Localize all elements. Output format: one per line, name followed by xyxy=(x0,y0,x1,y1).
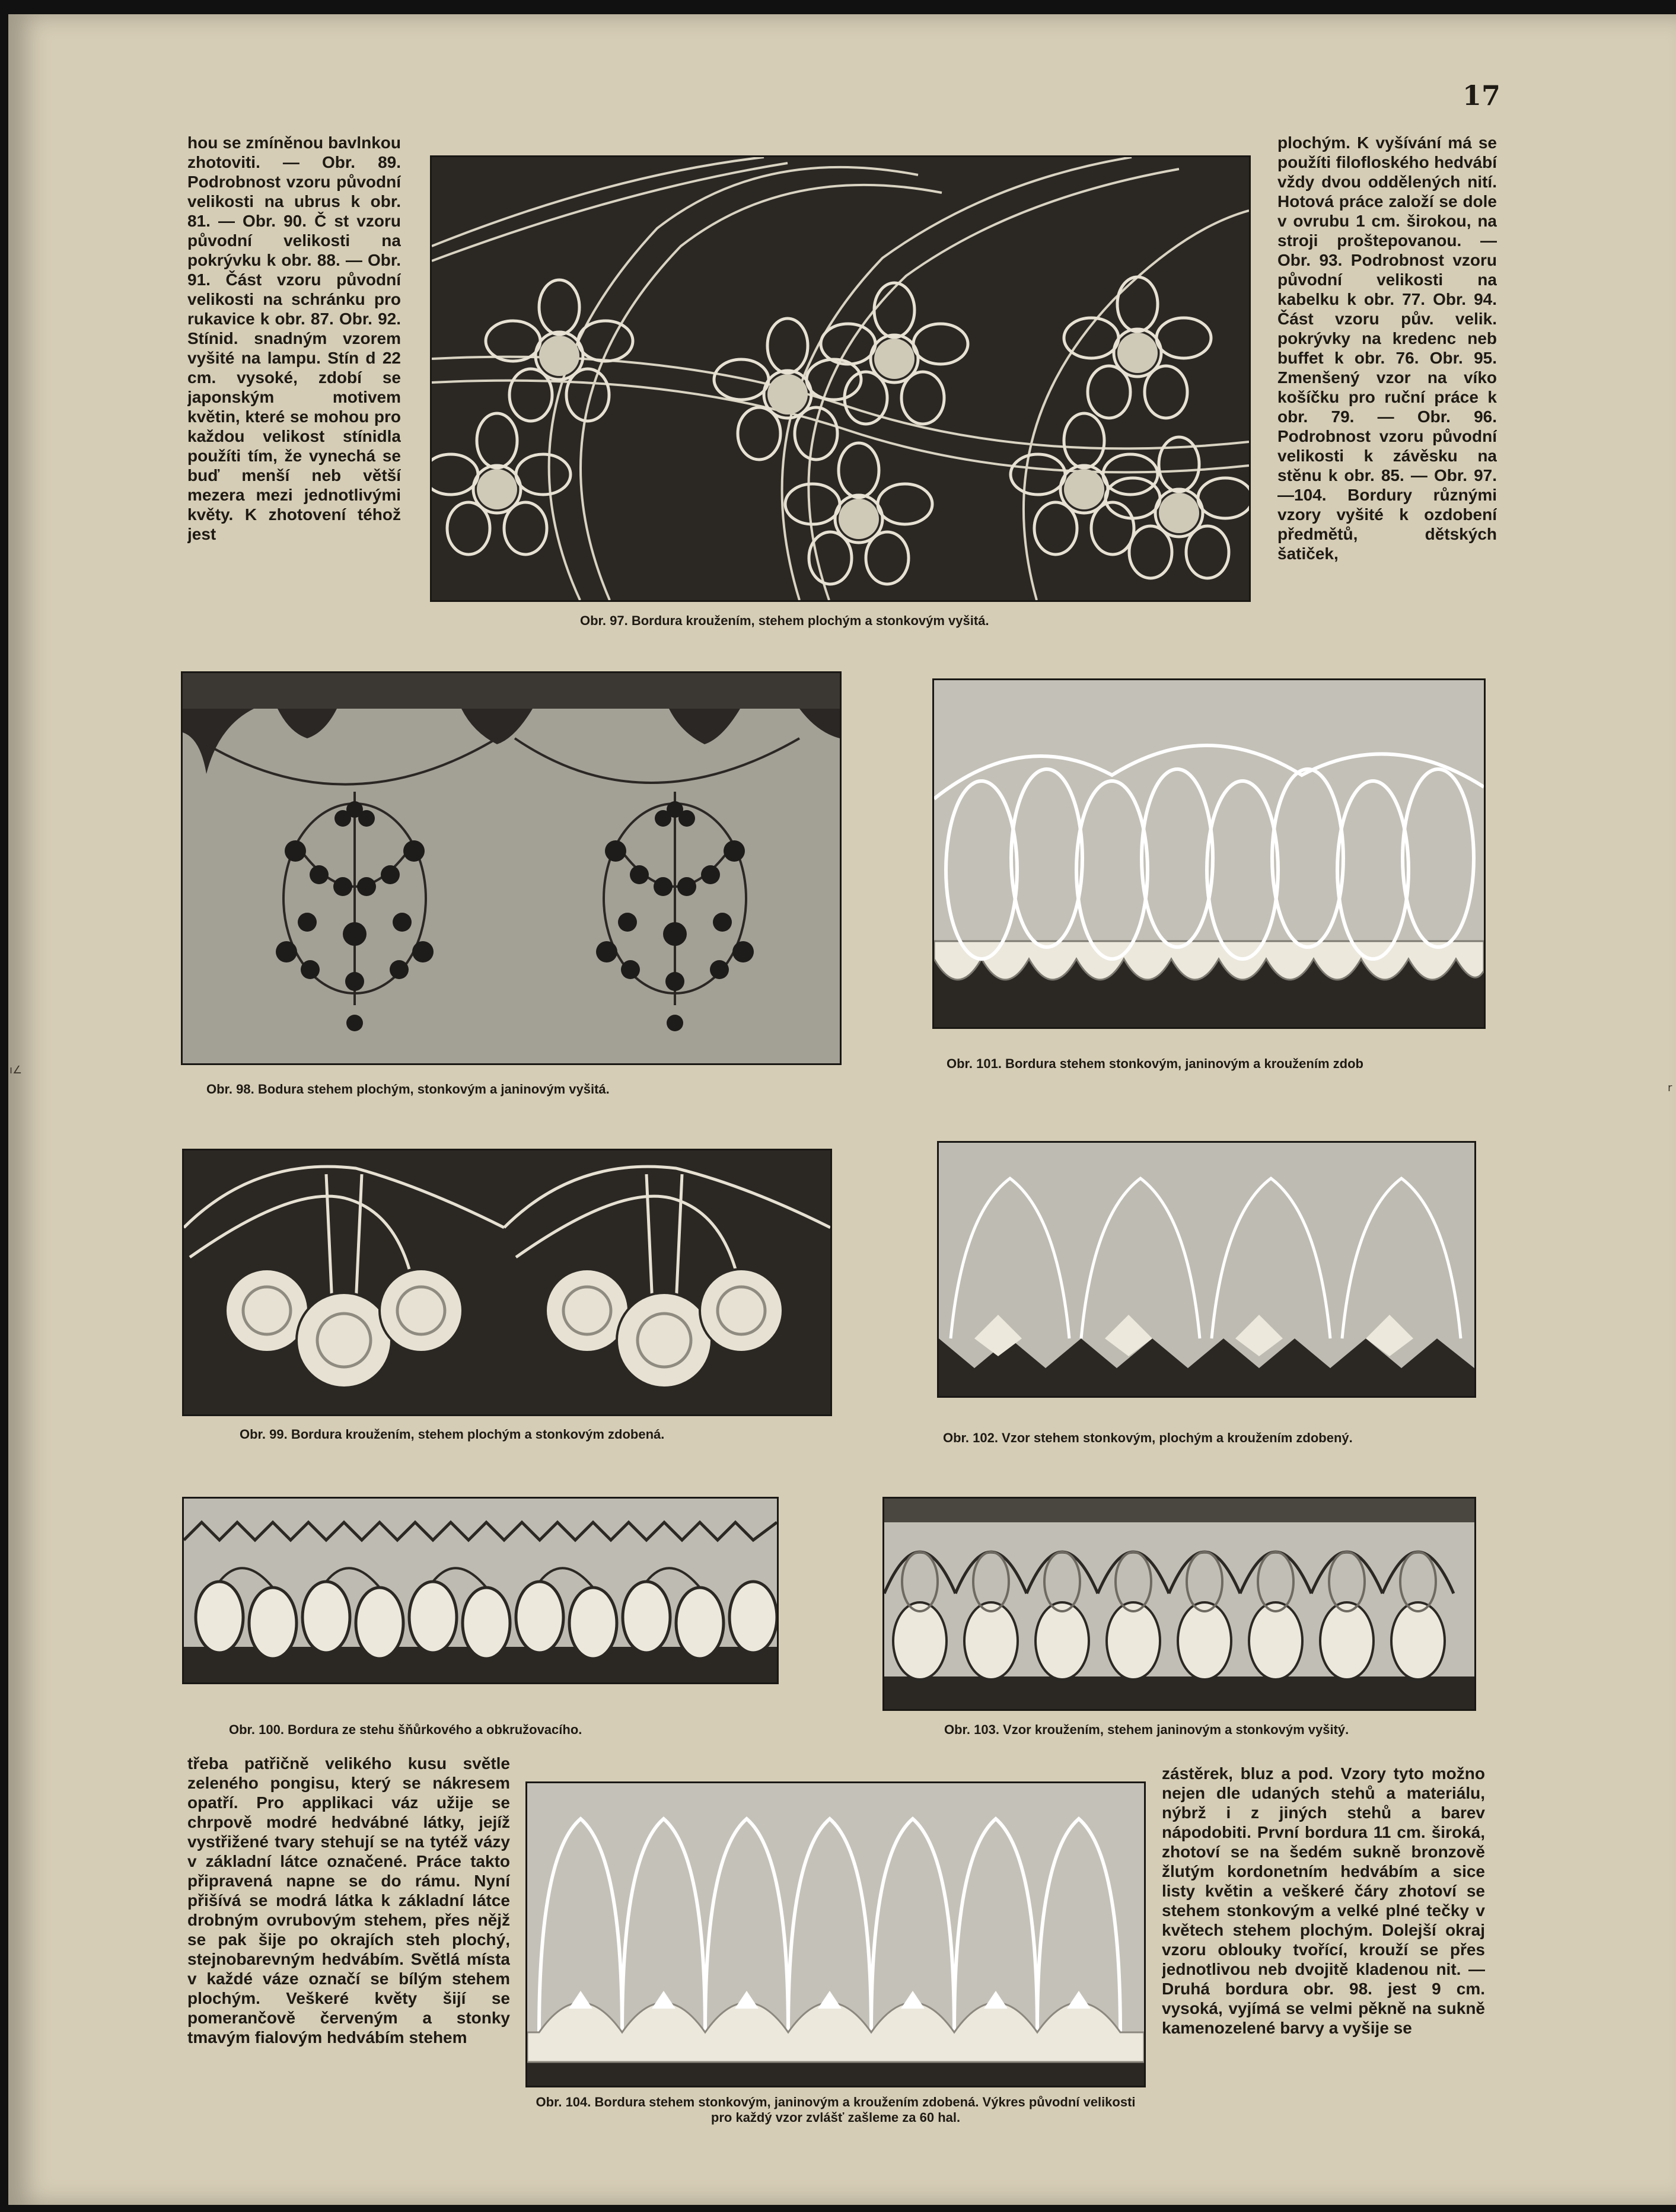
margin-mark: r xyxy=(1668,1082,1672,1094)
magazine-page xyxy=(8,14,1676,2205)
text-column-top-right xyxy=(1277,133,1497,681)
figure-98-caption: Obr. 98. Bodura stehem plochým, stonkovým a janinovým vyšitá. xyxy=(206,1082,610,1097)
figure-100-image xyxy=(182,1497,779,1684)
figure-104-image xyxy=(525,1781,1146,2087)
figure-102-image xyxy=(937,1141,1476,1398)
figure-102-caption: Obr. 102. Vzor stehem stonkovým, plochým a kroužením zdobený. xyxy=(943,1430,1353,1445)
text-column-bottom-right xyxy=(1162,1764,1485,2119)
figure-97-caption: Obr. 97. Bordura kroužením, stehem plochým a stonkovým vyšitá. xyxy=(580,613,989,628)
text-column-bottom-left xyxy=(187,1754,510,2109)
figure-100-caption: Obr. 100. Bordura ze stehu šňůrkového a obkružovacího. xyxy=(229,1722,582,1737)
figure-101-caption: Obr. 101. Bordura stehem stonkovým, janinovým a kroužením zdob xyxy=(947,1056,1363,1071)
text-column-top-left xyxy=(187,133,401,643)
figure-98-image xyxy=(181,671,842,1065)
page-number: 17 xyxy=(1462,79,1501,111)
paragraph: třeba patřičně velikého kusu světle zeleného pongisu, který se nákresem opatří. Pro applikaci váz užije se chrpově modré hedvábné látky, jejíž vystřižené tvary stehují se na tytéž vázy v základní látce označené. Práce takto připravená napne se do rámu. Nyní přišívá se modrá látka k základní látce drobným ovrubovým stehem, přes nějž se pak šije po okrajích steh plochý, stejnobarevným hedvábím. Světlá místa v každé váze označí se bílým stehem plochým. Veškeré květy šijí se pomerančově červeným a stonky tmavým fialovým hedvábím stehem xyxy=(187,1754,510,2047)
figure-99-caption: Obr. 99. Bordura kroužením, stehem plochým a stonkovým zdobená. xyxy=(240,1427,665,1442)
figure-97-image xyxy=(430,155,1251,602)
figure-99-image xyxy=(182,1149,832,1416)
figure-104-caption: Obr. 104. Bordura stehem stonkovým, janinovým a kroužením zdobená. Výkres původní velikosti pro každý vzor zvlášť zašleme za 60 hal. xyxy=(536,2095,1136,2125)
margin-mark: ı∠ xyxy=(9,1064,23,1076)
paragraph: plochým. K vyšívání má se použíti filofloského hedvábí vždy dvou oddělených nití. Hotová práce založí se dole v ovrubu 1 cm. širokou, na stroji proštepovanou. — Obr. 93. Podrobnost vzoru původní velikosti na kabelku k obr. 77. Obr. 94. Část vzoru pův. velik. pokrývky na kredenc neb buffet k obr. 76. Obr. 95. Zmenšený vzor na víko košíčku pro ruční práce k obr. 79. — Obr. 96. Podrobnost vzoru původní velikosti k závěsku na stěnu k obr. 85. — Obr. 97.—104. Bordury různými vzory vyšité k ozdobení předmětů, dětských šatiček, xyxy=(1277,133,1497,563)
figure-103-image xyxy=(882,1497,1476,1711)
figure-101-image xyxy=(932,678,1486,1029)
figure-103-caption: Obr. 103. Vzor kroužením, stehem janinovým a stonkovým vyšitý. xyxy=(944,1722,1349,1737)
paragraph: zástěrek, bluz a pod. Vzory tyto možno nejen dle udaných stehů a materiálu, nýbrž i z jiných stehů a barev nápodobiti. První bordura 11 cm. široká, zhotoví se na šedém sukně bronzově žlutým kordonetním hedvábím a sice listy květin a veškeré čáry zhotoví se stehem stonkovým a velké plné tečky v květech stehem plochým. Dolejší okraj vzoru oblouky tvořící, krouží se přes jednotlivou neb dvojitě kladenou nit. — Druhá bordura obr. 98. jest 9 cm. vysoká, vyjímá se velmi pěkně na sukně kamenozelené barvy a vyšije se xyxy=(1162,1764,1485,2037)
paragraph: hou se zmíněnou bavlnkou zhotoviti. — Obr. 89. Podrobnost vzoru původní velikosti na ubrus k obr. 81. — Obr. 90. Č st vzoru původní velikosti na pokrývku k obr. 88. — Obr. 91. Část vzoru původní velikosti na schránku pro rukavice k obr. 87. Obr. 92. Stínid. snadným vzorem vyšité na lampu. Stín d 22 cm. vysoké, zdobí se japonským motivem květin, které se mohou pro každou velikost stínidla použíti tím, že vynechá se buď menší neb větší mezera mezi jednotlivými květy. K zhotovení téhož jest xyxy=(187,133,401,543)
